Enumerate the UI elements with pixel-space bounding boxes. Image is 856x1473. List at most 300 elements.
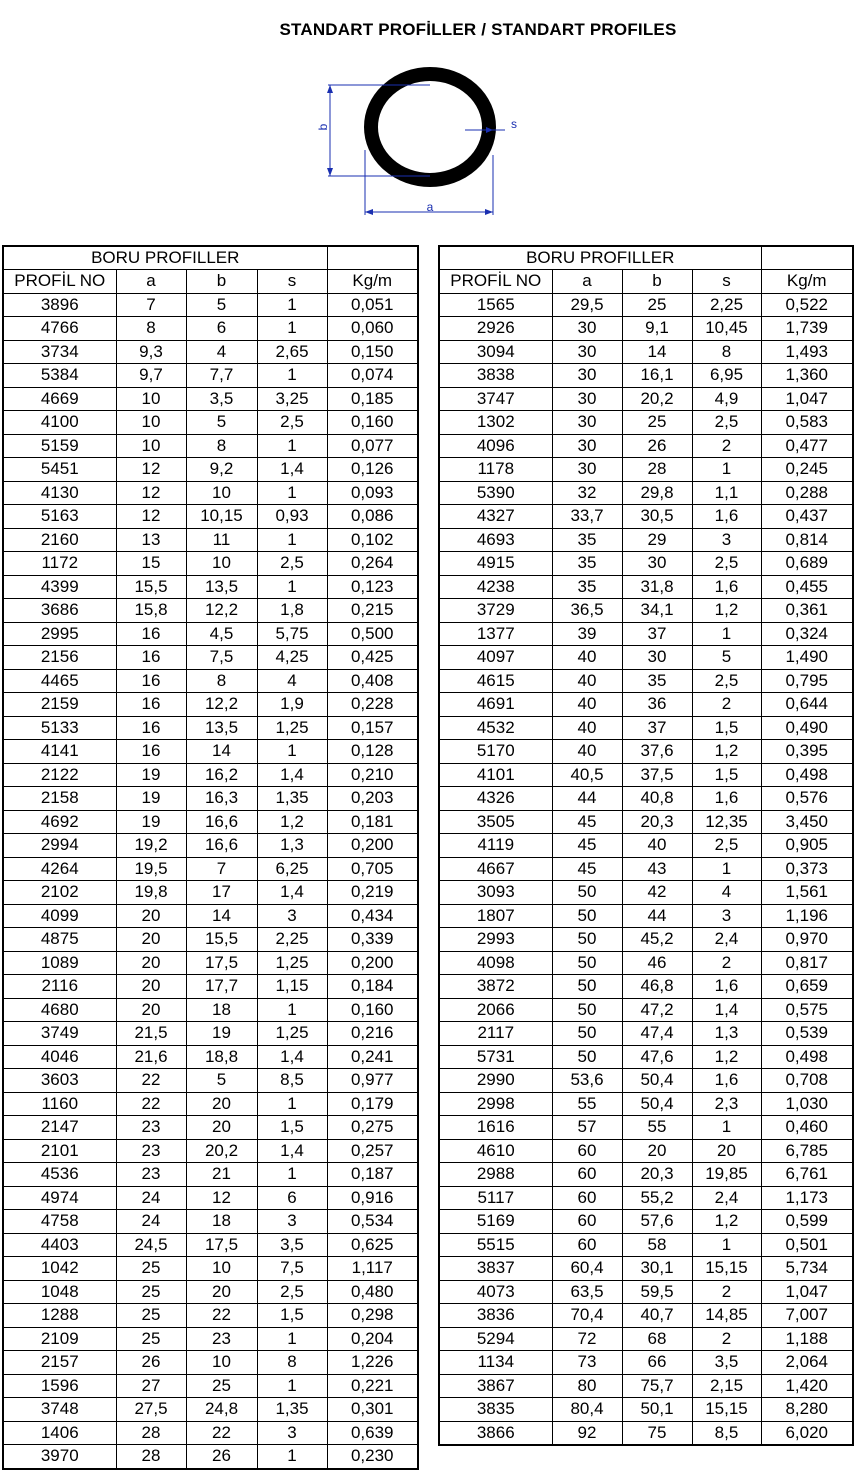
kgm-cell: 0,455 [761, 575, 853, 599]
a-cell: 30 [552, 434, 622, 458]
table-row [439, 1398, 853, 1422]
s-cell: 1,25 [257, 1022, 327, 1046]
table-row [3, 293, 418, 317]
profile-no-cell: 4974 [3, 1186, 116, 1210]
profile-no-cell: 2157 [3, 1351, 116, 1375]
table-row [439, 1045, 853, 1069]
b-cell: 37,6 [622, 740, 692, 764]
kgm-cell: 0,051 [327, 293, 418, 317]
kgm-cell: 5,734 [761, 1257, 853, 1281]
b-cell: 7,7 [186, 364, 257, 388]
kgm-cell: 0,705 [327, 857, 418, 881]
b-cell: 47,2 [622, 998, 692, 1022]
b-cell: 26 [622, 434, 692, 458]
profile-no-cell: 5390 [439, 481, 552, 505]
s-cell: 2,4 [692, 928, 761, 952]
profile-no-cell: 5384 [3, 364, 116, 388]
kgm-cell: 0,501 [761, 1233, 853, 1257]
a-cell: 23 [116, 1163, 186, 1187]
table-row [439, 904, 853, 928]
s-cell: 2,15 [692, 1374, 761, 1398]
b-cell: 34,1 [622, 599, 692, 623]
table-row [3, 1116, 418, 1140]
profile-no-cell: 5451 [3, 458, 116, 482]
a-cell: 60 [552, 1139, 622, 1163]
table-row [439, 317, 853, 341]
table-row [439, 552, 853, 576]
profile-no-cell: 3835 [439, 1398, 552, 1422]
b-cell: 75 [622, 1421, 692, 1445]
profile-no-cell: 3749 [3, 1022, 116, 1046]
s-cell: 1 [257, 293, 327, 317]
s-cell: 2,65 [257, 340, 327, 364]
kgm-cell: 0,480 [327, 1280, 418, 1304]
a-cell: 10 [116, 387, 186, 411]
a-cell: 13 [116, 528, 186, 552]
profile-no-cell: 4915 [439, 552, 552, 576]
a-cell: 20 [116, 928, 186, 952]
a-cell: 30 [552, 387, 622, 411]
profile-no-cell: 4238 [439, 575, 552, 599]
profile-no-cell: 3505 [439, 810, 552, 834]
table-row [3, 928, 418, 952]
profile-no-cell: 4610 [439, 1139, 552, 1163]
b-cell: 20 [186, 1280, 257, 1304]
table-row [439, 928, 853, 952]
kgm-cell: 0,257 [327, 1139, 418, 1163]
s-cell: 2,5 [692, 552, 761, 576]
kgm-cell: 0,126 [327, 458, 418, 482]
b-cell: 50,1 [622, 1398, 692, 1422]
table-row [439, 434, 853, 458]
kgm-cell: 0,200 [327, 834, 418, 858]
kgm-cell: 0,583 [761, 411, 853, 435]
profile-no-cell: 5117 [439, 1186, 552, 1210]
table-row [439, 1327, 853, 1351]
a-cell: 19 [116, 810, 186, 834]
kgm-cell: 0,275 [327, 1116, 418, 1140]
s-cell: 1,35 [257, 787, 327, 811]
table-row [3, 1210, 418, 1234]
profile-no-cell: 4532 [439, 716, 552, 740]
b-cell: 20 [186, 1092, 257, 1116]
b-cell: 16,6 [186, 810, 257, 834]
table-row [439, 387, 853, 411]
left-profiles-table [2, 245, 419, 1470]
b-cell: 20,2 [186, 1139, 257, 1163]
a-cell: 7 [116, 293, 186, 317]
b-cell: 46 [622, 951, 692, 975]
table-row [439, 505, 853, 529]
profile-no-cell: 1089 [3, 951, 116, 975]
profile-no-cell: 4403 [3, 1233, 116, 1257]
b-cell: 19 [186, 1022, 257, 1046]
s-cell: 2,5 [692, 669, 761, 693]
s-cell: 1 [257, 364, 327, 388]
s-cell: 6 [257, 1186, 327, 1210]
profile-no-cell: 2116 [3, 975, 116, 999]
table-row [439, 693, 853, 717]
a-arrow-right [485, 209, 493, 215]
table-row [439, 951, 853, 975]
b-cell: 25 [622, 411, 692, 435]
table-row [3, 364, 418, 388]
profile-no-cell: 4399 [3, 575, 116, 599]
profile-no-cell: 2109 [3, 1327, 116, 1351]
b-cell: 16,3 [186, 787, 257, 811]
profile-no-cell: 4141 [3, 740, 116, 764]
a-cell: 40 [552, 716, 622, 740]
b-cell: 9,1 [622, 317, 692, 341]
kgm-cell: 0,437 [761, 505, 853, 529]
s-cell: 1 [257, 1092, 327, 1116]
table-group-blank [327, 246, 418, 270]
kgm-cell: 7,007 [761, 1304, 853, 1328]
col-header-profile-no: PROFİL NO [3, 270, 116, 294]
s-cell: 1,6 [692, 505, 761, 529]
b-cell: 3,5 [186, 387, 257, 411]
kgm-cell: 0,460 [761, 1116, 853, 1140]
right-profiles-table [438, 245, 854, 1446]
kgm-cell: 0,288 [761, 481, 853, 505]
a-cell: 40 [552, 669, 622, 693]
profile-no-cell: 4326 [439, 787, 552, 811]
profile-no-cell: 2993 [439, 928, 552, 952]
profile-no-cell: 1134 [439, 1351, 552, 1375]
a-cell: 22 [116, 1069, 186, 1093]
table-row [439, 763, 853, 787]
a-cell: 12 [116, 481, 186, 505]
s-cell: 2,4 [692, 1186, 761, 1210]
table-row [3, 693, 418, 717]
b-cell: 7,5 [186, 646, 257, 670]
b-cell: 28 [622, 458, 692, 482]
a-cell: 23 [116, 1116, 186, 1140]
a-cell: 26 [116, 1351, 186, 1375]
b-arrow-top [327, 85, 333, 93]
profile-no-cell: 5163 [3, 505, 116, 529]
profile-no-cell: 1160 [3, 1092, 116, 1116]
a-cell: 92 [552, 1421, 622, 1445]
b-cell: 22 [186, 1304, 257, 1328]
s-cell: 3 [257, 904, 327, 928]
a-cell: 8 [116, 317, 186, 341]
table-row [439, 293, 853, 317]
b-cell: 12 [186, 1186, 257, 1210]
profile-no-cell: 4073 [439, 1280, 552, 1304]
b-cell: 12,2 [186, 693, 257, 717]
a-cell: 20 [116, 975, 186, 999]
table-row [439, 740, 853, 764]
s-cell: 3,5 [692, 1351, 761, 1375]
s-cell: 1,15 [257, 975, 327, 999]
kgm-cell: 0,160 [327, 998, 418, 1022]
profile-no-cell: 3872 [439, 975, 552, 999]
s-cell: 2,25 [692, 293, 761, 317]
table-row [3, 505, 418, 529]
b-cell: 44 [622, 904, 692, 928]
kgm-cell: 0,187 [327, 1163, 418, 1187]
a-cell: 21,6 [116, 1045, 186, 1069]
b-cell: 16,6 [186, 834, 257, 858]
s-cell: 1,4 [257, 1045, 327, 1069]
kgm-cell: 0,599 [761, 1210, 853, 1234]
kgm-cell: 0,219 [327, 881, 418, 905]
table-row [439, 1374, 853, 1398]
a-cell: 60 [552, 1210, 622, 1234]
kgm-cell: 0,490 [761, 716, 853, 740]
s-cell: 4,25 [257, 646, 327, 670]
profile-no-cell: 4099 [3, 904, 116, 928]
s-cell: 4,9 [692, 387, 761, 411]
kgm-cell: 0,181 [327, 810, 418, 834]
kgm-cell: 0,977 [327, 1069, 418, 1093]
kgm-cell: 1,047 [761, 1280, 853, 1304]
profile-no-cell: 5731 [439, 1045, 552, 1069]
a-cell: 15,8 [116, 599, 186, 623]
b-cell: 22 [186, 1421, 257, 1445]
profile-no-cell: 4119 [439, 834, 552, 858]
profile-no-cell: 2160 [3, 528, 116, 552]
table-row [439, 575, 853, 599]
b-cell: 10 [186, 552, 257, 576]
kgm-cell: 1,739 [761, 317, 853, 341]
kgm-cell: 0,216 [327, 1022, 418, 1046]
kgm-cell: 0,264 [327, 552, 418, 576]
s-cell: 14,85 [692, 1304, 761, 1328]
kgm-cell: 0,395 [761, 740, 853, 764]
profile-no-cell: 4465 [3, 669, 116, 693]
s-cell: 1,35 [257, 1398, 327, 1422]
s-cell: 3 [257, 1210, 327, 1234]
a-cell: 36,5 [552, 599, 622, 623]
table-row [3, 1445, 418, 1469]
kgm-cell: 0,241 [327, 1045, 418, 1069]
table-row [439, 975, 853, 999]
kgm-cell: 0,477 [761, 434, 853, 458]
kgm-cell: 0,203 [327, 787, 418, 811]
s-cell: 5 [692, 646, 761, 670]
b-cell: 30 [622, 646, 692, 670]
b-cell: 17 [186, 881, 257, 905]
b-cell: 55 [622, 1116, 692, 1140]
kgm-cell: 0,689 [761, 552, 853, 576]
kgm-cell: 1,490 [761, 646, 853, 670]
a-cell: 50 [552, 928, 622, 952]
kgm-cell: 0,179 [327, 1092, 418, 1116]
kgm-cell: 0,659 [761, 975, 853, 999]
b-cell: 24,8 [186, 1398, 257, 1422]
b-arrow-bottom [327, 168, 333, 176]
a-cell: 60,4 [552, 1257, 622, 1281]
s-cell: 6,25 [257, 857, 327, 881]
a-cell: 16 [116, 693, 186, 717]
kgm-cell: 0,301 [327, 1398, 418, 1422]
table-row [3, 740, 418, 764]
s-cell: 7,5 [257, 1257, 327, 1281]
profile-no-cell: 2988 [439, 1163, 552, 1187]
profile-no-cell: 4264 [3, 857, 116, 881]
table-row [3, 669, 418, 693]
s-cell: 2,5 [257, 1280, 327, 1304]
table-row [3, 787, 418, 811]
table-column-header-row [3, 270, 418, 294]
b-cell: 14 [622, 340, 692, 364]
profile-no-cell: 3734 [3, 340, 116, 364]
kgm-cell: 0,970 [761, 928, 853, 952]
s-cell: 8,5 [692, 1421, 761, 1445]
a-cell: 35 [552, 528, 622, 552]
a-cell: 16 [116, 669, 186, 693]
b-cell: 40 [622, 834, 692, 858]
s-cell: 3,5 [257, 1233, 327, 1257]
s-cell: 1,5 [257, 1116, 327, 1140]
kgm-cell: 0,795 [761, 669, 853, 693]
profile-no-cell: 2158 [3, 787, 116, 811]
profile-no-cell: 2994 [3, 834, 116, 858]
kgm-cell: 0,210 [327, 763, 418, 787]
b-cell: 18,8 [186, 1045, 257, 1069]
table-row [439, 716, 853, 740]
profile-no-cell: 4758 [3, 1210, 116, 1234]
table-row [439, 998, 853, 1022]
b-cell: 10 [186, 1351, 257, 1375]
table-row [3, 458, 418, 482]
profile-no-cell: 4101 [439, 763, 552, 787]
table-row [3, 716, 418, 740]
a-cell: 27 [116, 1374, 186, 1398]
b-cell: 8 [186, 669, 257, 693]
kgm-cell: 0,498 [761, 763, 853, 787]
profile-no-cell: 2159 [3, 693, 116, 717]
table-row [3, 387, 418, 411]
table-row [439, 481, 853, 505]
a-cell: 29,5 [552, 293, 622, 317]
b-cell: 40,8 [622, 787, 692, 811]
s-cell: 2 [692, 1327, 761, 1351]
profile-no-cell: 2156 [3, 646, 116, 670]
table-row [439, 458, 853, 482]
profile-no-cell: 4691 [439, 693, 552, 717]
b-cell: 20,3 [622, 810, 692, 834]
table-row [3, 1421, 418, 1445]
profile-no-cell: 4680 [3, 998, 116, 1022]
col-header-a: a [552, 270, 622, 294]
profile-no-cell: 2066 [439, 998, 552, 1022]
a-cell: 30 [552, 458, 622, 482]
b-cell: 16,1 [622, 364, 692, 388]
s-cell: 1,2 [692, 1045, 761, 1069]
col-header-kgm: Kg/m [327, 270, 418, 294]
table-row [3, 998, 418, 1022]
kgm-cell: 0,708 [761, 1069, 853, 1093]
table-row [3, 1398, 418, 1422]
a-cell: 12 [116, 505, 186, 529]
profile-no-cell: 2147 [3, 1116, 116, 1140]
kgm-cell: 0,373 [761, 857, 853, 881]
b-cell: 13,5 [186, 575, 257, 599]
a-cell: 25 [116, 1280, 186, 1304]
table-row [439, 1092, 853, 1116]
a-cell: 20 [116, 904, 186, 928]
profile-no-cell: 3836 [439, 1304, 552, 1328]
s-cell: 1,6 [692, 787, 761, 811]
kgm-cell: 1,420 [761, 1374, 853, 1398]
s-cell: 5,75 [257, 622, 327, 646]
profile-no-cell: 3093 [439, 881, 552, 905]
a-cell: 25 [116, 1304, 186, 1328]
col-header-a: a [116, 270, 186, 294]
b-cell: 36 [622, 693, 692, 717]
b-cell: 20 [186, 1116, 257, 1140]
a-cell: 70,4 [552, 1304, 622, 1328]
table-row [439, 1186, 853, 1210]
table-row [3, 904, 418, 928]
table-group-blank [761, 246, 853, 270]
b-cell: 17,5 [186, 1233, 257, 1257]
table-row [3, 951, 418, 975]
b-cell: 17,7 [186, 975, 257, 999]
profile-no-cell: 3094 [439, 340, 552, 364]
col-header-b: b [186, 270, 257, 294]
s-cell: 3 [692, 528, 761, 552]
b-cell: 66 [622, 1351, 692, 1375]
s-cell: 8 [257, 1351, 327, 1375]
kgm-cell: 6,785 [761, 1139, 853, 1163]
a-cell: 80,4 [552, 1398, 622, 1422]
s-cell: 1,1 [692, 481, 761, 505]
profile-no-cell: 5133 [3, 716, 116, 740]
a-cell: 20 [116, 998, 186, 1022]
s-cell: 1 [692, 458, 761, 482]
table-row [439, 1139, 853, 1163]
b-cell: 7 [186, 857, 257, 881]
profile-no-cell: 1172 [3, 552, 116, 576]
table-group-title: BORU PROFILLER [439, 246, 761, 270]
s-cell: 1 [257, 1374, 327, 1398]
table-row [3, 1257, 418, 1281]
kgm-cell: 2,064 [761, 1351, 853, 1375]
table-row [439, 669, 853, 693]
table-row [3, 1233, 418, 1257]
b-cell: 40,7 [622, 1304, 692, 1328]
profile-no-cell: 5515 [439, 1233, 552, 1257]
profile-no-cell: 3729 [439, 599, 552, 623]
s-cell: 3,25 [257, 387, 327, 411]
b-cell: 29,8 [622, 481, 692, 505]
a-cell: 50 [552, 1022, 622, 1046]
b-cell: 37,5 [622, 763, 692, 787]
a-cell: 10 [116, 434, 186, 458]
s-cell: 1 [257, 998, 327, 1022]
profile-no-cell: 4096 [439, 434, 552, 458]
s-cell: 1 [692, 622, 761, 646]
s-cell: 2 [692, 434, 761, 458]
s-cell: 3 [692, 904, 761, 928]
profile-no-cell: 3970 [3, 1445, 116, 1469]
s-cell: 2,25 [257, 928, 327, 952]
s-cell: 1 [692, 1116, 761, 1140]
a-cell: 57 [552, 1116, 622, 1140]
kgm-cell: 0,298 [327, 1304, 418, 1328]
s-cell: 1,6 [692, 975, 761, 999]
kgm-cell: 0,817 [761, 951, 853, 975]
s-cell: 1,5 [257, 1304, 327, 1328]
profile-no-cell: 4327 [439, 505, 552, 529]
s-cell: 19,85 [692, 1163, 761, 1187]
profile-no-cell: 3837 [439, 1257, 552, 1281]
s-cell: 1,4 [257, 458, 327, 482]
